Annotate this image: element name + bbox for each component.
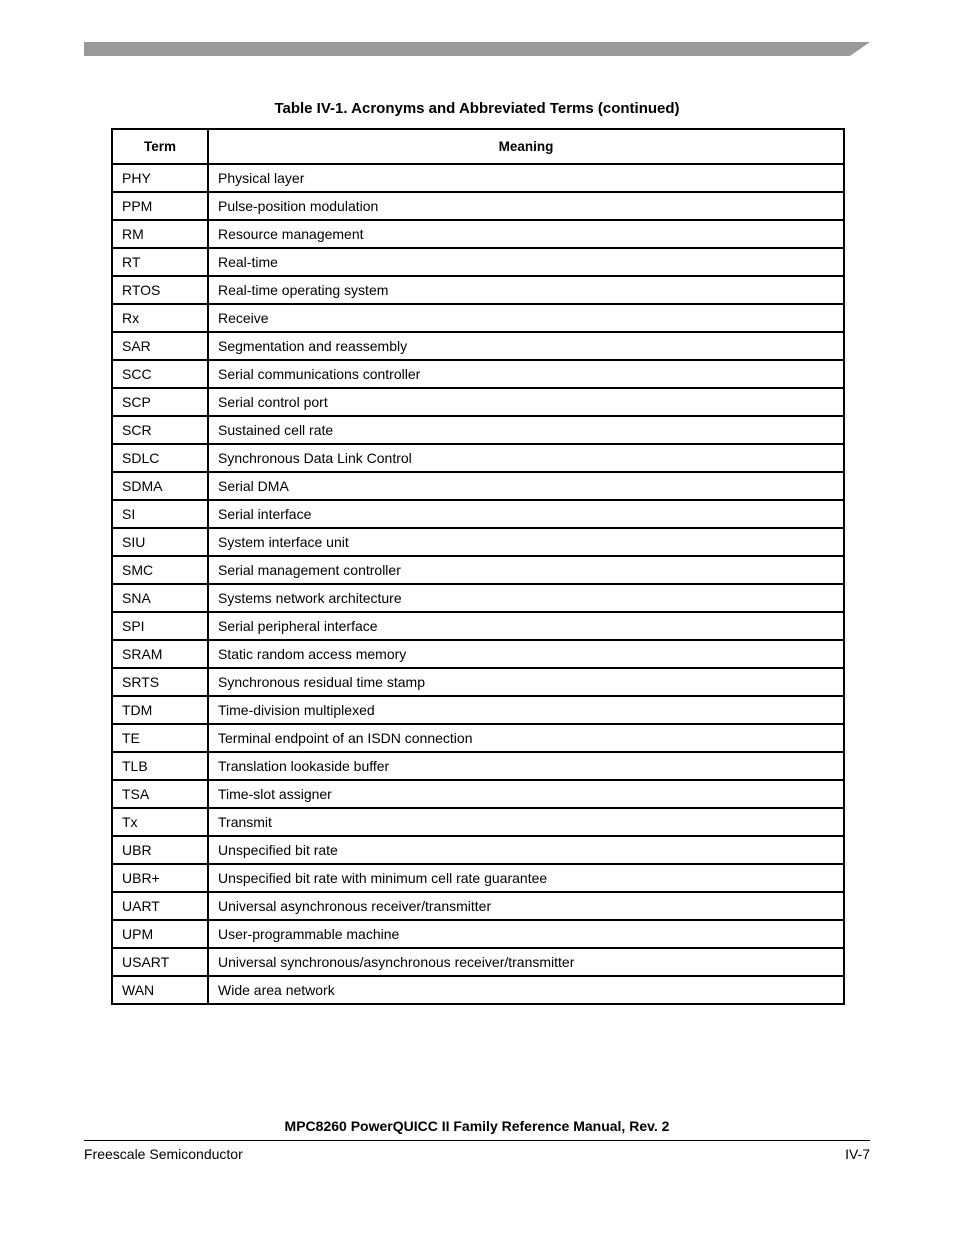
meaning-cell: Sustained cell rate bbox=[208, 416, 844, 444]
term-cell: TSA bbox=[112, 780, 208, 808]
meaning-cell: Synchronous Data Link Control bbox=[208, 444, 844, 472]
term-cell: RM bbox=[112, 220, 208, 248]
table-row bbox=[112, 220, 844, 248]
table-row bbox=[112, 864, 844, 892]
footer-company: Freescale Semiconductor bbox=[84, 1146, 243, 1162]
table-row bbox=[112, 892, 844, 920]
term-cell: Rx bbox=[112, 304, 208, 332]
table-row bbox=[112, 724, 844, 752]
meaning-cell: Resource management bbox=[208, 220, 844, 248]
meaning-cell: Serial communications controller bbox=[208, 360, 844, 388]
table-title: Table IV-1. Acronyms and Abbreviated Terms (continued) bbox=[274, 100, 680, 117]
footer-page-number: IV-7 bbox=[845, 1146, 870, 1162]
term-cell: SCP bbox=[112, 388, 208, 416]
term-cell: SCR bbox=[112, 416, 208, 444]
term-cell: UPM bbox=[112, 920, 208, 948]
term-cell: SRAM bbox=[112, 640, 208, 668]
table-row bbox=[112, 472, 844, 500]
term-cell: RTOS bbox=[112, 276, 208, 304]
meaning-cell: Universal asynchronous receiver/transmitter bbox=[208, 892, 844, 920]
meaning-cell: Time-slot assigner bbox=[208, 780, 844, 808]
meaning-cell: Serial management controller bbox=[208, 556, 844, 584]
meaning-cell: Static random access memory bbox=[208, 640, 844, 668]
footer-divider bbox=[84, 1140, 870, 1141]
term-cell: UBR+ bbox=[112, 864, 208, 892]
table-row bbox=[112, 500, 844, 528]
table-row bbox=[112, 248, 844, 276]
table-row bbox=[112, 920, 844, 948]
column-header-meaning: Meaning bbox=[208, 129, 844, 164]
table-row bbox=[112, 304, 844, 332]
table-row bbox=[112, 612, 844, 640]
meaning-cell: Serial DMA bbox=[208, 472, 844, 500]
term-cell: SCC bbox=[112, 360, 208, 388]
table-row bbox=[112, 192, 844, 220]
meaning-cell: Physical layer bbox=[208, 164, 844, 192]
header-bar bbox=[84, 42, 870, 56]
table-row bbox=[112, 332, 844, 360]
meaning-cell: Real-time operating system bbox=[208, 276, 844, 304]
table-row bbox=[112, 360, 844, 388]
term-cell: SRTS bbox=[112, 668, 208, 696]
table-row bbox=[112, 584, 844, 612]
term-cell: SAR bbox=[112, 332, 208, 360]
column-header-term: Term bbox=[112, 129, 208, 164]
meaning-cell: Receive bbox=[208, 304, 844, 332]
meaning-cell: Translation lookaside buffer bbox=[208, 752, 844, 780]
meaning-cell: Unspecified bit rate with minimum cell rate guarantee bbox=[208, 864, 844, 892]
meaning-cell: Unspecified bit rate bbox=[208, 836, 844, 864]
meaning-cell: Pulse-position modulation bbox=[208, 192, 844, 220]
term-cell: USART bbox=[112, 948, 208, 976]
table-header-row bbox=[112, 129, 844, 164]
table-row bbox=[112, 528, 844, 556]
term-cell: UBR bbox=[112, 836, 208, 864]
table-row bbox=[112, 668, 844, 696]
meaning-cell: Segmentation and reassembly bbox=[208, 332, 844, 360]
table-row bbox=[112, 836, 844, 864]
acronyms-table bbox=[111, 128, 845, 1005]
meaning-cell: Synchronous residual time stamp bbox=[208, 668, 844, 696]
meaning-cell: Serial peripheral interface bbox=[208, 612, 844, 640]
meaning-cell: Universal synchronous/asynchronous receiver/transmitter bbox=[208, 948, 844, 976]
term-cell: RT bbox=[112, 248, 208, 276]
table-row bbox=[112, 976, 844, 1004]
term-cell: SI bbox=[112, 500, 208, 528]
term-cell: PHY bbox=[112, 164, 208, 192]
term-cell: TLB bbox=[112, 752, 208, 780]
table-row bbox=[112, 556, 844, 584]
footer-manual-title: MPC8260 PowerQUICC II Family Reference Manual, Rev. 2 bbox=[284, 1118, 670, 1134]
meaning-cell: Serial control port bbox=[208, 388, 844, 416]
term-cell: SDMA bbox=[112, 472, 208, 500]
table-row bbox=[112, 444, 844, 472]
term-cell: Tx bbox=[112, 808, 208, 836]
table-row bbox=[112, 780, 844, 808]
table-row bbox=[112, 276, 844, 304]
table-row bbox=[112, 388, 844, 416]
meaning-cell: Time-division multiplexed bbox=[208, 696, 844, 724]
term-cell: TE bbox=[112, 724, 208, 752]
term-cell: SNA bbox=[112, 584, 208, 612]
table-body bbox=[112, 164, 844, 1004]
table-row bbox=[112, 164, 844, 192]
table-row bbox=[112, 948, 844, 976]
term-cell: TDM bbox=[112, 696, 208, 724]
table-row bbox=[112, 752, 844, 780]
meaning-cell: Transmit bbox=[208, 808, 844, 836]
term-cell: PPM bbox=[112, 192, 208, 220]
meaning-cell: Terminal endpoint of an ISDN connection bbox=[208, 724, 844, 752]
meaning-cell: Real-time bbox=[208, 248, 844, 276]
term-cell: UART bbox=[112, 892, 208, 920]
term-cell: SPI bbox=[112, 612, 208, 640]
term-cell: SIU bbox=[112, 528, 208, 556]
table-row bbox=[112, 696, 844, 724]
table-row bbox=[112, 416, 844, 444]
meaning-cell: Wide area network bbox=[208, 976, 844, 1004]
meaning-cell: System interface unit bbox=[208, 528, 844, 556]
term-cell: SMC bbox=[112, 556, 208, 584]
table-row bbox=[112, 808, 844, 836]
term-cell: WAN bbox=[112, 976, 208, 1004]
meaning-cell: Serial interface bbox=[208, 500, 844, 528]
meaning-cell: User-programmable machine bbox=[208, 920, 844, 948]
term-cell: SDLC bbox=[112, 444, 208, 472]
table-row bbox=[112, 640, 844, 668]
meaning-cell: Systems network architecture bbox=[208, 584, 844, 612]
